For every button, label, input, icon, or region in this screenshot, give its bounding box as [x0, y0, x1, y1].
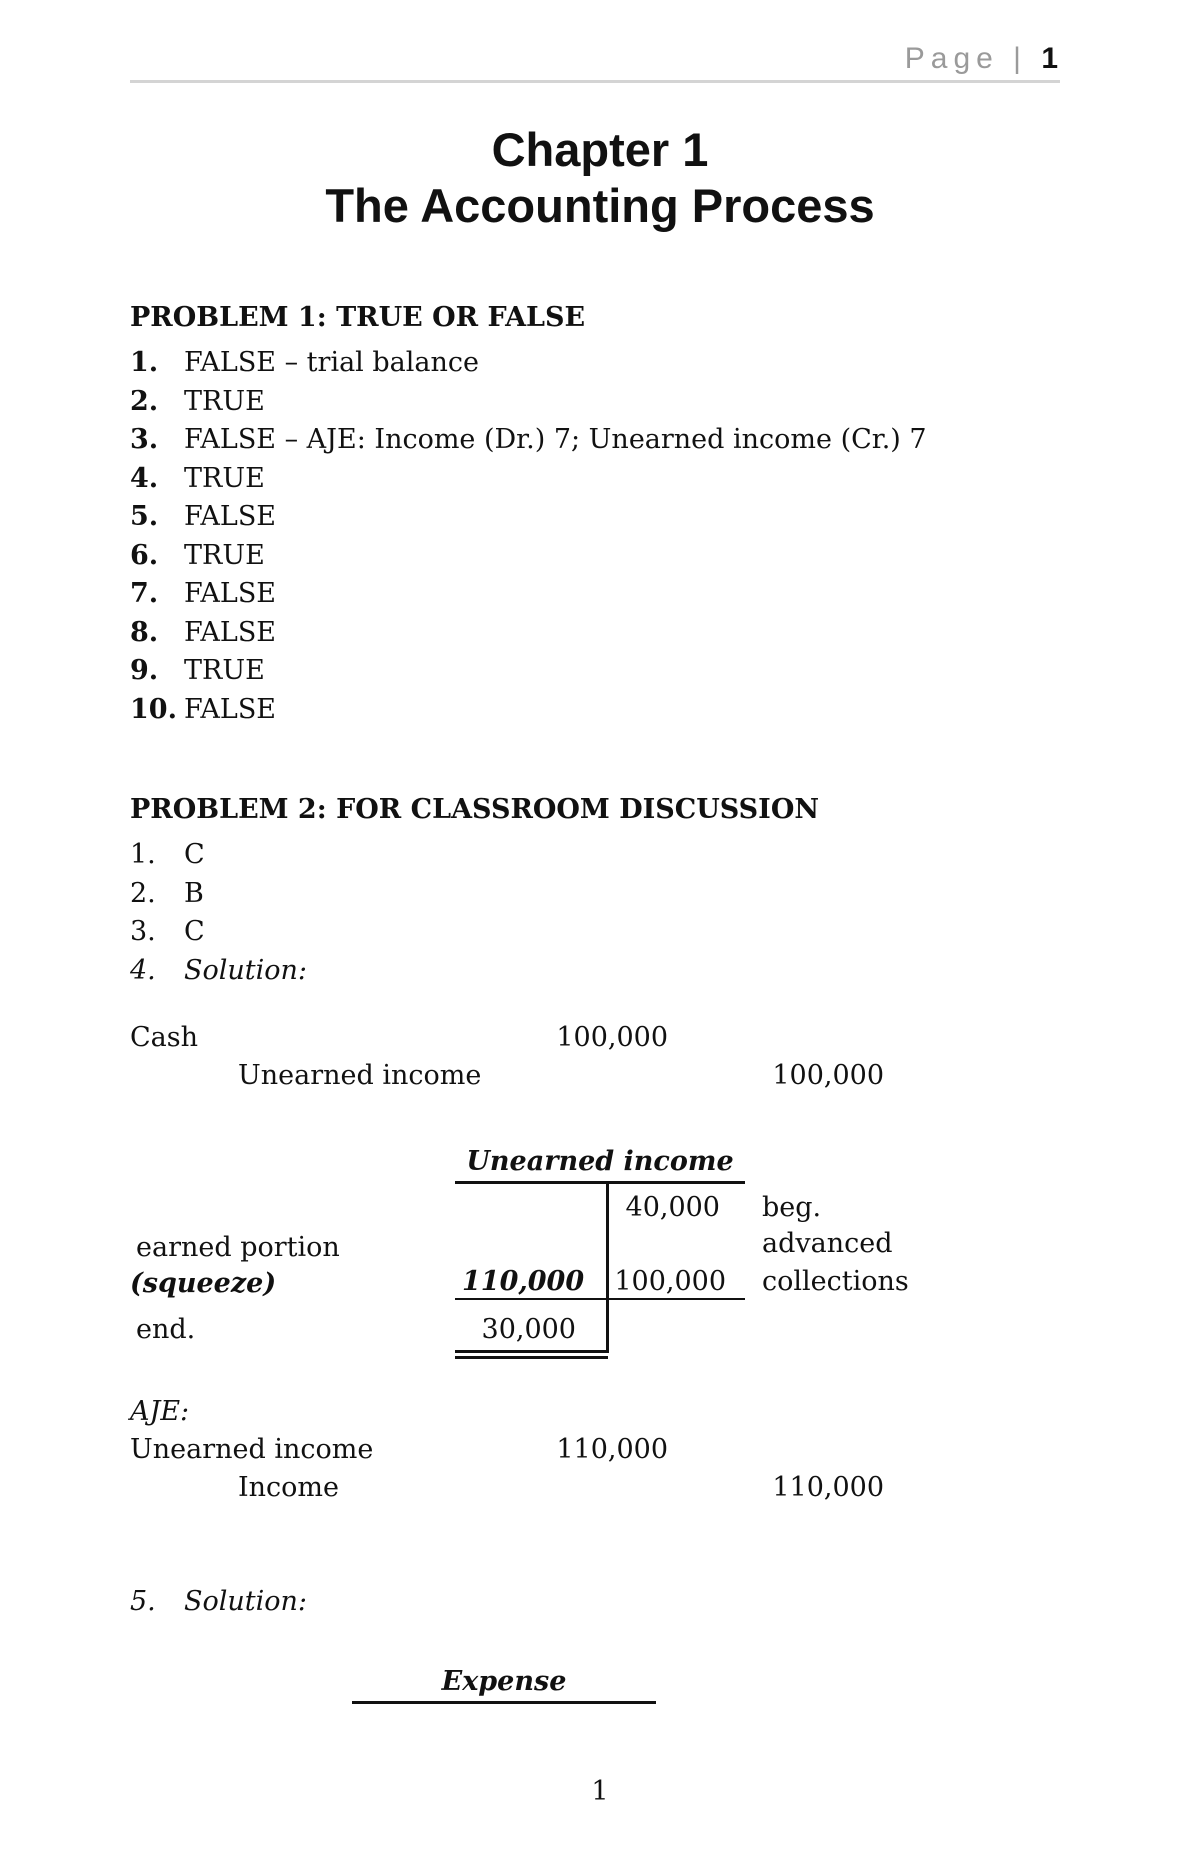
list-item: [130, 913, 307, 952]
list-item-text: TRUE: [184, 462, 265, 494]
header-rule: [130, 80, 1060, 83]
list-item-text: C: [184, 839, 205, 870]
t-account-sum-rule: [455, 1298, 745, 1300]
list-item-number: 1.: [130, 347, 159, 378]
list-item: [130, 836, 307, 875]
t-account-end-amount: 30,000: [481, 1314, 576, 1345]
list-item-text: Solution:: [184, 1586, 308, 1617]
list-item-text: FALSE: [184, 501, 277, 532]
list-item: [130, 498, 927, 537]
list-item-text: C: [184, 916, 205, 947]
list-item-text: TRUE: [184, 539, 265, 571]
list-item-text: TRUE: [184, 655, 265, 686]
list-item: [130, 537, 927, 576]
aje-credit-amount: 110,000: [772, 1472, 884, 1503]
list-item-number: 3.: [130, 424, 159, 455]
list-item-number: 8.: [130, 616, 159, 648]
entry1-debit-amount: 100,000: [556, 1022, 668, 1053]
list-item-text: FALSE: [184, 578, 277, 609]
list-item: [130, 421, 927, 460]
t-account-debit-amount: 110,000: [462, 1266, 585, 1297]
list-item-number: 1.: [130, 839, 156, 870]
list-item: [130, 952, 307, 991]
aje-debit-amount: 110,000: [556, 1434, 668, 1465]
list-item-number: 5.: [130, 501, 159, 532]
t-account-beg-label: beg.: [762, 1192, 822, 1223]
list-item-text: B: [184, 877, 204, 909]
list-item-number: 7.: [130, 578, 159, 609]
list-item: [130, 875, 307, 914]
list-item: [130, 383, 927, 422]
list-item: [130, 691, 927, 730]
t-account-squeeze-label: (squeeze): [130, 1268, 277, 1299]
chapter-title-line1: Chapter 1: [491, 123, 709, 176]
list-item: [130, 344, 927, 383]
chapter-title: [0, 122, 1200, 234]
list-item-number: 10.: [130, 693, 177, 725]
problem2-list: [130, 836, 307, 990]
t-account-end-rule-2: [455, 1356, 608, 1359]
list-item-number: 2.: [130, 877, 156, 909]
page-header-label: Page |: [904, 42, 1027, 75]
list-item-text: Solution:: [184, 954, 308, 986]
aje-credit-account: Income: [238, 1472, 340, 1503]
entry1-credit-account: Unearned income: [238, 1060, 482, 1091]
list-item-number: 6.: [130, 539, 159, 571]
expense-t-account-top-rule: [352, 1701, 656, 1704]
list-item-number: 2.: [130, 385, 159, 417]
list-item-text: FALSE – trial balance: [184, 347, 479, 378]
list-item-number: 3.: [130, 916, 156, 947]
list-item-text: TRUE: [184, 385, 265, 417]
list-item: [130, 614, 927, 653]
t-account-end-label: end.: [136, 1314, 196, 1345]
list-item-text: FALSE – AJE: Income (Dr.) 7; Unearned income (Cr.) 7: [184, 424, 927, 455]
problem1-list: [130, 344, 927, 729]
aje-label: AJE:: [130, 1396, 190, 1427]
list-item-number: 4.: [130, 954, 156, 986]
list-item-number: 5.: [130, 1586, 156, 1617]
footer-page-number: 1: [591, 1776, 609, 1807]
list-item: [130, 575, 927, 614]
page-header: [905, 42, 1058, 76]
t-account-advanced-label: advanced: [762, 1228, 893, 1259]
list-item-number: 9.: [130, 655, 159, 686]
t-account-title: Unearned income: [466, 1146, 734, 1177]
problem2-heading: PROBLEM 2: FOR CLASSROOM DISCUSSION: [130, 794, 820, 825]
list-item-text: FALSE: [184, 616, 277, 648]
list-item: [130, 652, 927, 691]
chapter-title-line2: The Accounting Process: [325, 179, 875, 232]
page-header-number: 1: [1041, 42, 1058, 75]
t-account-earned-label: earned portion: [136, 1232, 340, 1263]
t-account-end-rule-1: [455, 1350, 608, 1353]
t-account-collections-label: collections: [762, 1266, 909, 1297]
list-item-number: 4.: [130, 462, 159, 494]
list-item: [130, 460, 927, 499]
aje-debit-account: Unearned income: [130, 1434, 374, 1465]
expense-t-account-title: Expense: [441, 1666, 567, 1697]
problem1-heading: PROBLEM 1: TRUE OR FALSE: [130, 302, 586, 333]
entry1-debit-account: Cash: [130, 1022, 199, 1053]
t-account-top-rule: [455, 1181, 745, 1184]
t-account-beg-amount: 40,000: [625, 1192, 720, 1223]
list-item-text: FALSE: [184, 693, 277, 725]
t-account-credit-amount: 100,000: [614, 1266, 726, 1297]
list-item: [130, 1586, 307, 1617]
entry1-credit-amount: 100,000: [772, 1060, 884, 1091]
t-account-center-rule: [606, 1181, 609, 1353]
